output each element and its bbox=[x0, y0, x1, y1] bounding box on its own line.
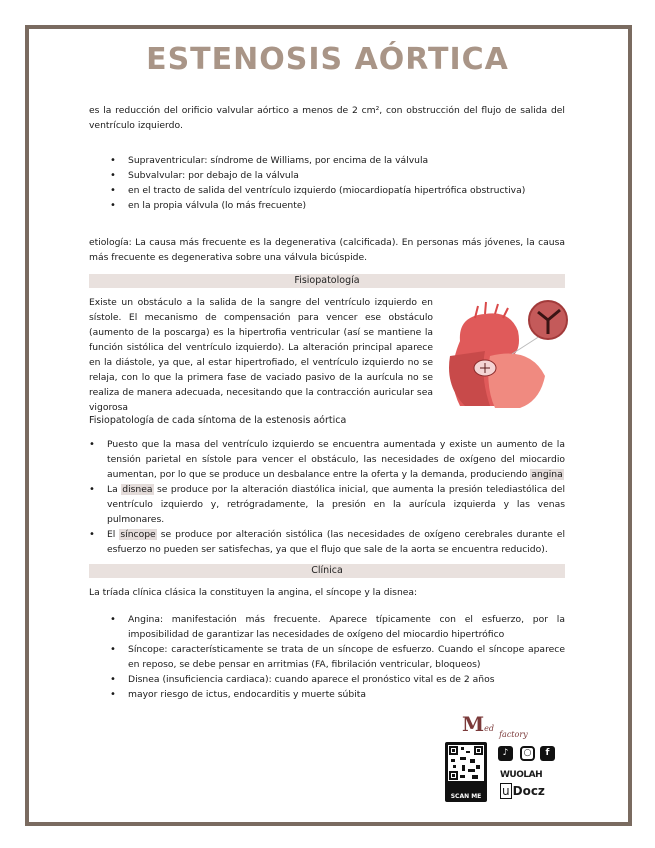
udocz-logo: u Docz bbox=[502, 784, 545, 798]
footer-branding bbox=[440, 712, 570, 812]
section-heading-fisiopatologia: Fisiopatología bbox=[89, 274, 565, 288]
list-item: • en el tracto de salida del ventrículo izquierdo (miocardiopatía hipertrófica obstructiva) bbox=[128, 183, 568, 198]
heart-aortic-valve-illustration bbox=[440, 296, 570, 411]
symptom-physiology-list bbox=[107, 437, 565, 557]
facebook-icon[interactable]: f bbox=[540, 746, 555, 761]
list-item: • Puesto que la masa del ventrículo izquierdo se encuentra aumentada y existe un aumento de la tensión parietal en sístole para vencer el obstáculo, las necesidades de oxígeno del miocardio aumentan, por lo que se produce un desbalance entre la oferta y la demanda, produciendo angina bbox=[107, 437, 565, 482]
list-item: • La disnea se produce por la alteración diastólica inicial, que aumenta la presión telediastólica del ventrículo izquierdo y, retrógradamente, la presión en la aurícula izquierda y las venas pulmonares. bbox=[107, 482, 565, 527]
highlight-angina: angina bbox=[531, 469, 563, 480]
qr-pattern bbox=[448, 745, 484, 781]
list-item: • Angina: manifestación más frecuente. Aparece típicamente con el esfuerzo, por la imposibilidad de garantizar las necesidades de oxígeno del miocardio hipertrófico bbox=[128, 612, 565, 642]
instagram-icon[interactable]: ○ bbox=[520, 746, 535, 761]
qr-code[interactable]: SCAN ME bbox=[445, 742, 487, 802]
intro-paragraph: es la reducción del orificio valvular aórtico a menos de 2 cm², con obstrucción del flujo de salida del ventrículo izquierdo. bbox=[89, 105, 565, 131]
wuolah-logo: WUOLAH bbox=[500, 770, 543, 780]
page-title: ESTENOSIS AÓRTICA bbox=[146, 42, 509, 77]
fisiopatologia-subheading: Fisiopatología de cada síntoma de la estenosis aórtica bbox=[89, 415, 347, 426]
highlight-sincope: síncope bbox=[120, 529, 156, 540]
list-item: • Disnea (insuficiencia cardiaca): cuando aparece el pronóstico vital es de 2 años bbox=[128, 672, 565, 687]
highlight-disnea: disnea bbox=[122, 484, 153, 495]
list-item: • mayor riesgo de ictus, endocarditis y muerte súbita bbox=[128, 687, 565, 702]
list-item: • El síncope se produce por alteración sistólica (las necesidades de oxígeno cerebrales durante el esfuerzo no pueden ser satisfechas, ya que el flujo que sale de la aorta se encuentra reducido). bbox=[107, 527, 565, 557]
list-item: • Síncope: característicamente se trata de un síncope de esfuerzo. Cuando el síncope aparece en reposo, se debe pensar en arritmias (FA, fibrilación ventricular, bloqueos) bbox=[128, 642, 565, 672]
stenosis-types-list bbox=[128, 153, 568, 213]
clinica-intro: La tríada clínica clásica la constituyen la angina, el síncope y la disnea: bbox=[89, 587, 418, 598]
section-heading-clinica: Clínica bbox=[89, 564, 565, 578]
medfactory-logo: Med $_{factory}$ bbox=[462, 712, 528, 739]
clinica-list bbox=[128, 612, 565, 702]
list-item: • Subvalvular: por debajo de la válvula bbox=[128, 168, 568, 183]
list-item: • Supraventricular: síndrome de Williams, por encima de la válvula bbox=[128, 153, 568, 168]
fisiopatologia-paragraph: Existe un obstáculo a la salida de la sangre del ventrículo izquierdo en sístole. El mecanismo de compensación para vencer ese obstáculo (aumento de la poscarga) es la hipertrofia ventricular (así se mantiene la función sistólica del ventrículo izquierdo). La alteración principal aparece en la diástole, ya que, al estar hipertrofiado, el ventrículo izquierdo no se relaja, con lo que la primera fase de vaciado pasivo de la aurícula no se realiza de manera adecuada, necesitando que la contracción auricular sea vigorosa bbox=[89, 297, 433, 413]
list-item: • en la propia válvula (lo más frecuente) bbox=[128, 198, 568, 213]
etiology-paragraph: etiología: La causa más frecuente es la degenerativa (calcificada). En personas más jóvenes, la causa más frecuente es degenerativa sobre una válvula bicúspide. bbox=[89, 237, 565, 263]
tiktok-icon[interactable]: ♪ bbox=[498, 746, 513, 761]
